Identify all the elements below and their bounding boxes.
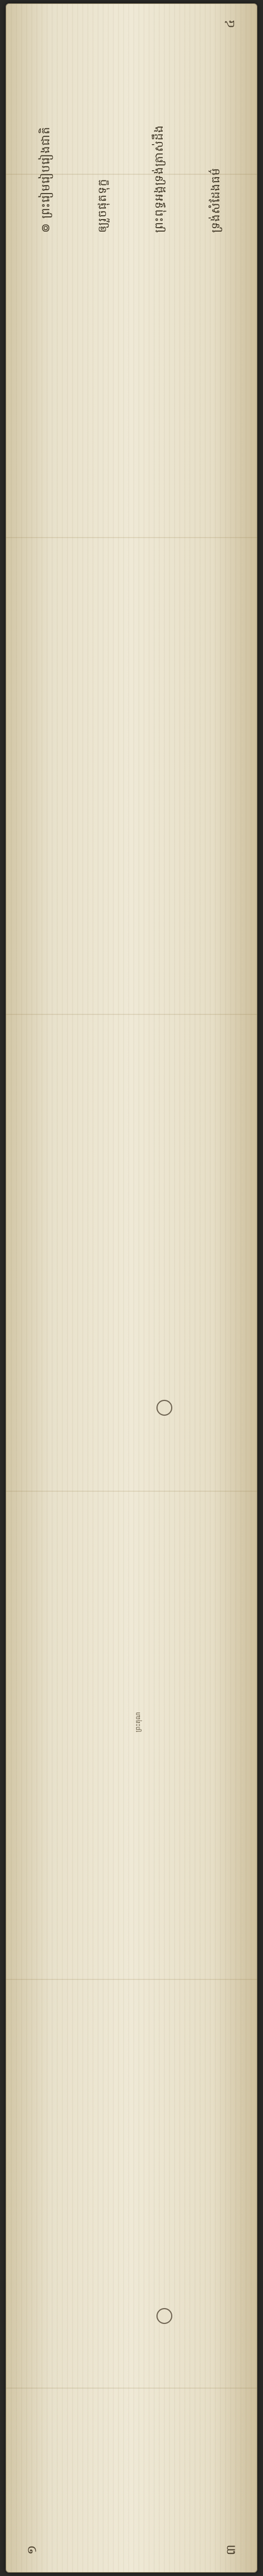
wood-grain-line (6, 2388, 257, 2389)
wood-grain-line (6, 1979, 257, 1980)
line-number-right: ៤ (223, 19, 237, 28)
manuscript-line-2 (91, 0, 113, 255)
text-segment: ព្រះពុទ្ធអង្គទ្រង់ត្រាស់ដឹង (152, 124, 166, 233)
binding-hole (156, 2308, 172, 2324)
wood-grain-line (6, 1014, 257, 1015)
manuscript-line-4 (204, 0, 227, 255)
manuscript-line-3 (147, 0, 170, 255)
page-number: ៣ (224, 2544, 239, 2556)
text-segment: ៙ ព្រះរៀមរៀបរៀងជាតិ (39, 126, 52, 233)
text-segment: ទ្រង់សំដែងធម៌ (209, 167, 222, 233)
line-number-left: ១ (25, 2545, 40, 2555)
palm-leaf-page (6, 3, 257, 2573)
binding-hole (156, 1400, 172, 1416)
marginal-note: ព្រះគុណ (134, 1712, 142, 1732)
manuscript-line-1 (34, 0, 57, 255)
text-lines (6, 0, 257, 255)
wood-grain-line (6, 1491, 257, 1492)
wood-grain-line (6, 537, 257, 538)
text-segment: ឲ្យរួចផុតទុក្ខ (95, 178, 109, 233)
